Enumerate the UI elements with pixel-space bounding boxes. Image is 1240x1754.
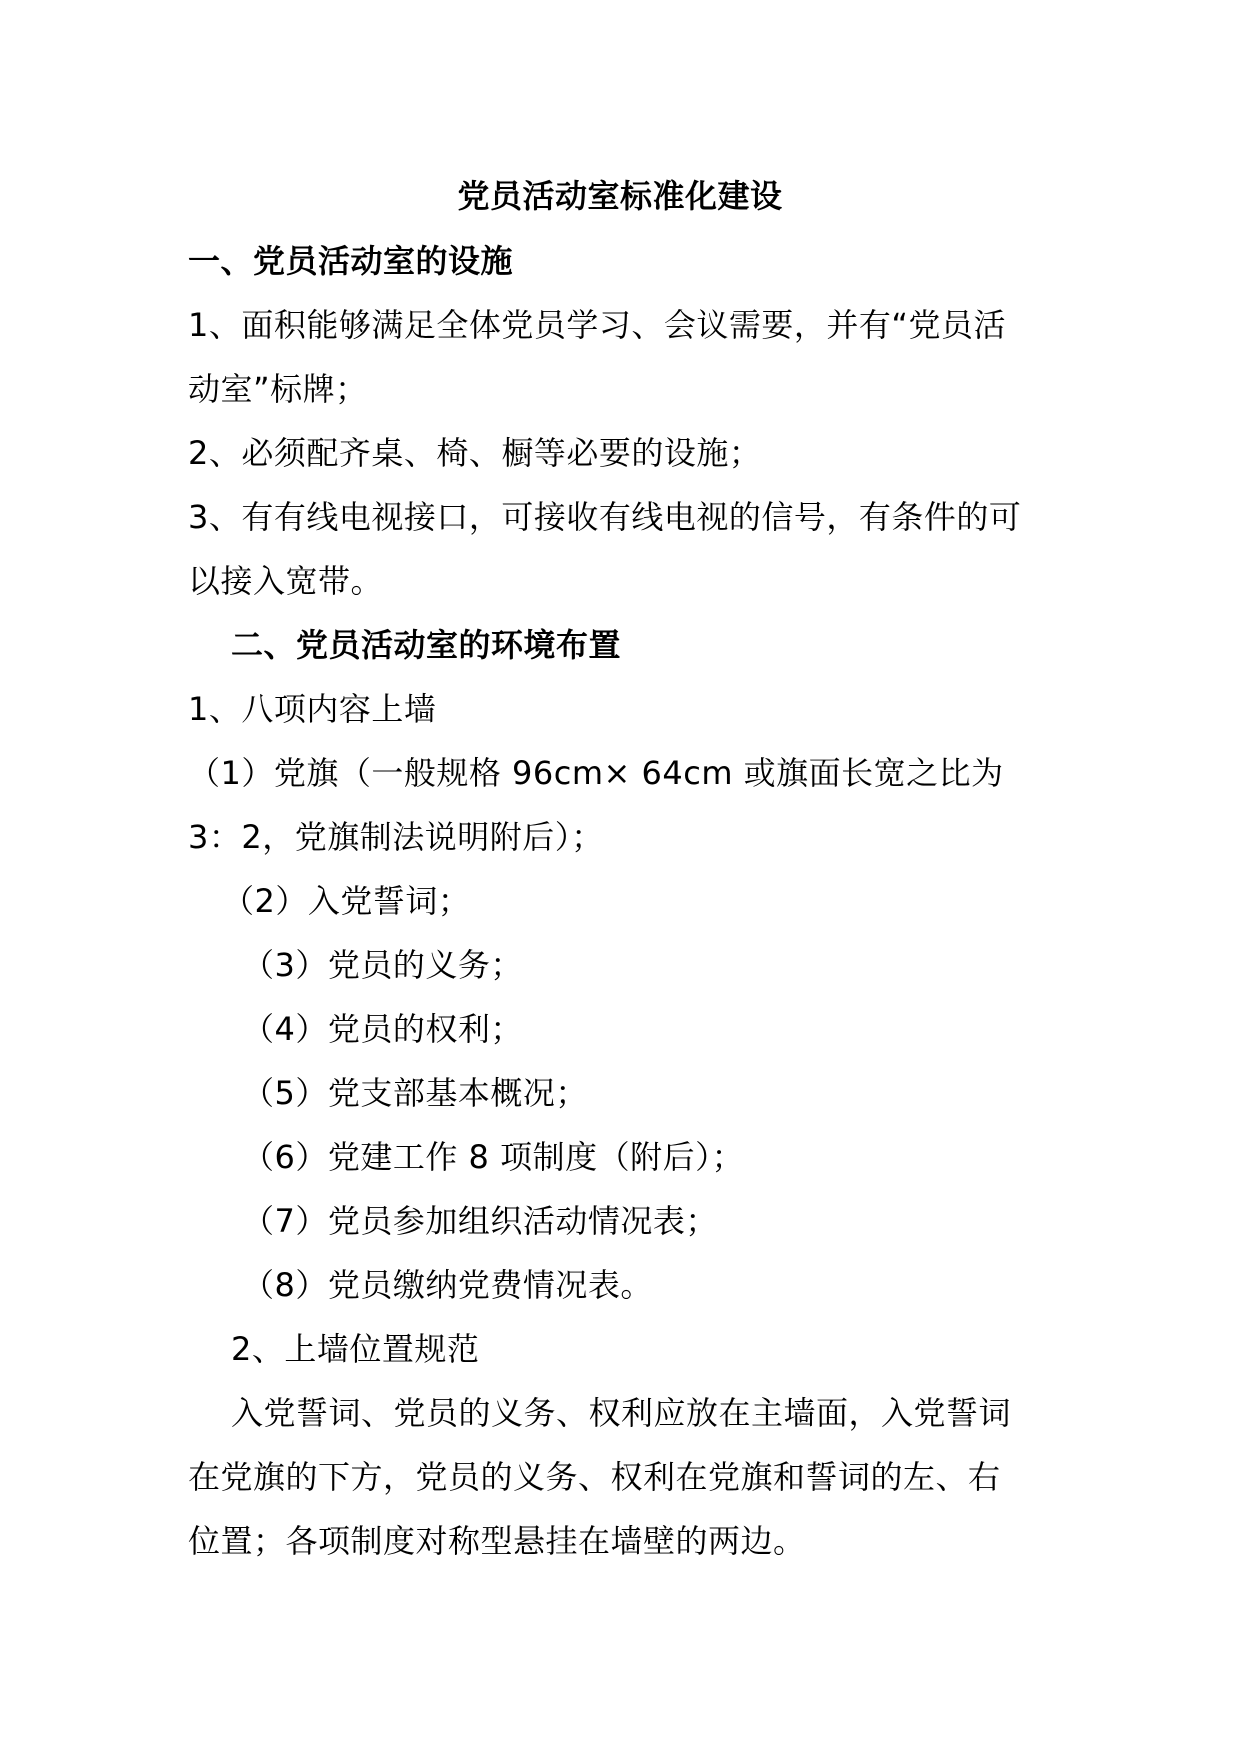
paragraph-line: 2、上墙位置规范 — [231, 1330, 480, 1368]
list-item: （8）党员缴纳党费情况表。 — [242, 1266, 653, 1304]
paragraph-line: 入党誓词、党员的义务、权利应放在主墙面，入党誓词 — [231, 1394, 1012, 1432]
paragraph-line: 1、八项内容上墙 — [188, 690, 437, 728]
paragraph-line: 2、必须配齐桌、椅、橱等必要的设施； — [188, 434, 762, 472]
list-item: （7）党员参加组织活动情况表； — [242, 1202, 718, 1240]
paragraph-line: 动室”标牌； — [188, 370, 368, 408]
list-item: （2）入党誓词； — [222, 882, 471, 920]
section-heading-environment: 二、党员活动室的环境布置 — [231, 626, 622, 664]
paragraph-line: 在党旗的下方，党员的义务、权利在党旗和誓词的左、右 — [188, 1458, 1001, 1496]
paragraph-line: 3、有有线电视接口，可接收有线电视的信号，有条件的可 — [188, 498, 1022, 536]
paragraph-line: 位置；各项制度对称型悬挂在墙壁的两边。 — [188, 1522, 806, 1560]
section-heading-facilities: 一、党员活动室的设施 — [188, 242, 514, 280]
list-item: （5）党支部基本概况； — [242, 1074, 588, 1112]
page-title: 党员活动室标准化建设 — [457, 177, 783, 215]
paragraph-line: 以接入宽带。 — [188, 562, 384, 600]
list-item: （4）党员的权利； — [242, 1010, 523, 1048]
paragraph-line: 1、面积能够满足全体党员学习、会议需要，并有“党员活 — [188, 306, 1006, 344]
list-item: （3）党员的义务； — [242, 946, 523, 984]
paragraph-line: 3：2，党旗制法说明附后）； — [188, 818, 604, 856]
list-item: （6）党建工作 8 项制度（附后）； — [242, 1138, 745, 1176]
paragraph-line: （1）党旗（一般规格 96cm× 64cm 或旗面长宽之比为 — [188, 754, 1004, 792]
